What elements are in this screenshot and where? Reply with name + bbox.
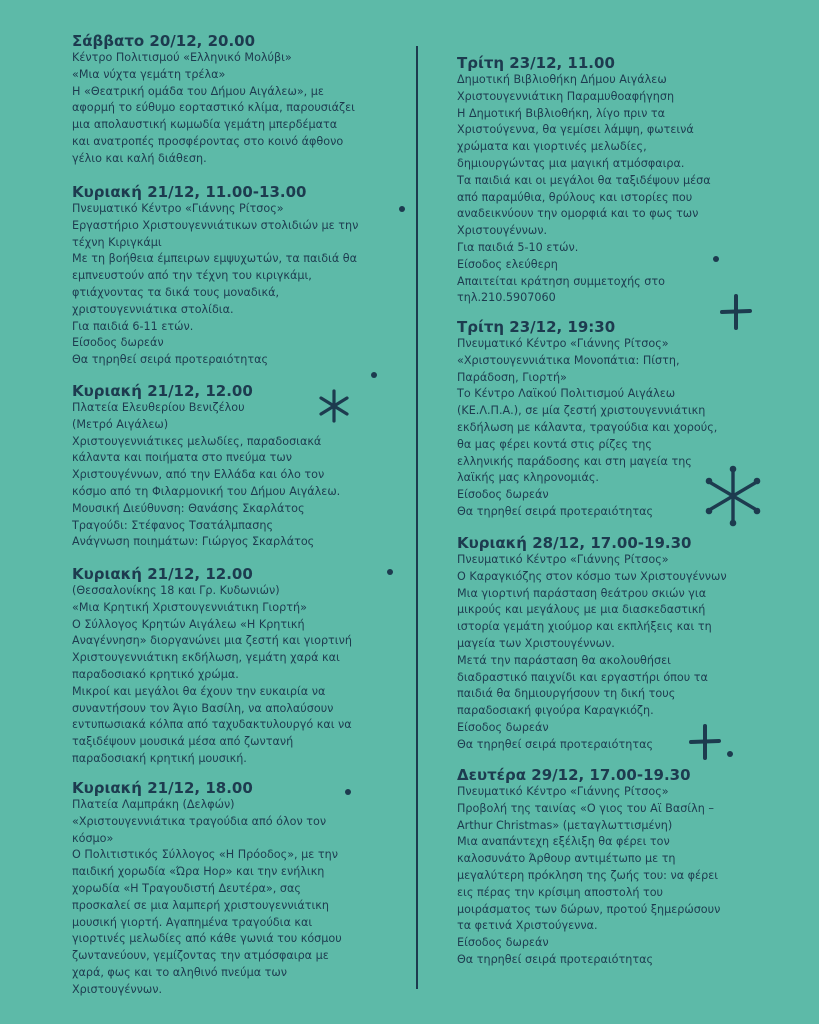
event-line: Arthur Christmas» (μεταγλωττισμένη) <box>457 818 673 832</box>
event-block <box>72 565 392 768</box>
event-line: χρώματα και γιορτινές μελωδίες, <box>457 140 647 154</box>
event-line: Χριστουγεννιάτικες μελωδίες, παραδοσιακά <box>72 434 322 448</box>
event-line: Ο Καραγκιόζης στον κόσμο των Χριστουγέννων <box>457 569 727 583</box>
event-line: Δημοτική Βιβλιοθήκη Δήμου Αιγάλεω <box>457 73 667 86</box>
event-line: «Χριστουγεννιάτικα τραγούδια από όλον τον <box>72 814 327 828</box>
event-line: συναντήσουν τον Άγιο Βασίλη, να απολαύσουν <box>72 701 334 715</box>
event-line: ταξιδέψουν μουσικά μέσα από ζωντανή <box>72 735 294 749</box>
event-line: Πνευματικό Κέντρο «Γιάννης Ρίτσος» <box>457 785 669 798</box>
event-line: εκδήλωση με κάλαντα, τραγούδια και χορούς, <box>457 420 718 434</box>
event-line: αναδεικνύουν την ομορφιά και το φως των <box>457 207 699 221</box>
event-line: Αναγέννηση» διοργανώνει μια ζεστή και γιορτινή <box>72 634 352 648</box>
event-line: Πνευματικό Κέντρο «Γιάννης Ρίτσος» <box>72 202 284 215</box>
event-line: Η «Θεατρική ομάδα του Δήμου Αιγάλεω», με <box>72 84 324 98</box>
event-line: «Μια Κρητική Χριστουγεννιάτικη Γιορτή» <box>72 600 307 614</box>
event-line: ζωντανεύουν, γεμίζοντας την ατμόσφαιρα με <box>72 949 329 963</box>
event-line: Μουσική Διεύθυνση: Θανάσης Σκαρλάτος <box>72 501 305 515</box>
event-line: εμπνευστούν από την τέχνη του κιριγκάμι, <box>72 269 312 283</box>
event-title: Τρίτη 23/12, 19:30 <box>457 318 616 336</box>
event-line: Για παιδιά 6-11 ετών. <box>72 319 194 333</box>
dot-decoration <box>727 751 733 757</box>
event-line: γέλιο και καλή διάθεση. <box>72 151 207 165</box>
event-line: παιδιά θα δημιουργήσουν τη δική τους <box>457 687 676 701</box>
event-line: λαϊκής μας κληρονομιάς. <box>457 471 599 485</box>
event-line: Τραγούδι: Στέφανος Τσατάλμπασης <box>72 518 274 532</box>
event-line: παραδοσιακή φιγούρα Καραγκιόζη. <box>457 704 654 718</box>
event-line: Θα τηρηθεί σειρά προτεραιότητας <box>457 952 654 966</box>
event-line: Τα παιδιά και οι μεγάλοι θα ταξιδέψουν μέσα <box>457 173 711 187</box>
dot-decoration <box>399 206 405 212</box>
event-line: τηλ.210.5907060 <box>457 291 556 305</box>
event-line: από παραμύθια, θρύλους και ιστορίες που <box>457 190 693 204</box>
event-block <box>72 779 392 999</box>
event-line: Κέντρο Πολιτισμού «Ελληνικό Μολύβι» <box>72 51 292 64</box>
event-line: καλοσυνάτο Άρθουρ αντιμέτωπο με τη <box>457 852 676 866</box>
event-line: Με τη βοήθεια έμπειρων εμψυχωτών, τα παιδιά θα <box>72 252 357 266</box>
event-line: (Θεσσαλονίκης 18 και Γρ. Κυδωνιών) <box>72 584 280 597</box>
event-line: Χριστούγεννα, θα γεμίσει λάμψη, φωτεινά <box>457 123 694 137</box>
event-line: μοιράσματος των δώρων, προτού ξημερώσουν <box>457 902 721 916</box>
event-line: αφορμή το εύθυμο εορταστικό κλίμα, παρουσιάζει <box>72 101 355 115</box>
event-line: Χριστουγέννων, από την Ελλάδα και όλο τον <box>72 468 325 482</box>
event-line: κάλαντα και ποιήματα στο πνεύμα των <box>72 451 292 465</box>
event-line: Χριστουγέννων. <box>72 982 163 996</box>
event-description <box>72 583 392 768</box>
event-title: Δευτέρα 29/12, 17.00-19.30 <box>457 766 691 784</box>
event-line: ιστορία γεμάτη χιούμορ και εκπλήξεις και τη <box>457 620 712 634</box>
event-line: Πνευματικό Κέντρο «Γιάννης Ρίτσος» <box>457 553 669 566</box>
dot-decoration <box>371 372 377 378</box>
event-line: εις πέρας την κρίσιμη αποστολή του <box>457 885 664 899</box>
event-line: Πλατεία Ελευθερίου Βενιζέλου <box>72 401 245 414</box>
event-line: Απαιτείται κράτηση συμμετοχής στο <box>457 274 665 288</box>
event-line: Ο Σύλλογος Κρητών Αιγάλεω «Η Κρητική <box>72 617 305 631</box>
event-line: Χριστουγεννιάτικη εκδήλωση, γεμάτη χαρά και <box>72 651 340 665</box>
event-block <box>72 183 392 369</box>
event-title: Σάββατο 20/12, 20.00 <box>72 32 256 50</box>
event-line: και ανατροπές προσφέροντας στο κοινό άφθονο <box>72 134 344 148</box>
event-line: παιδική χορωδία «Ώρα Ηορ» και την ενήλικη <box>72 865 325 879</box>
event-description <box>72 50 392 168</box>
event-line: Θα τηρηθεί σειρά προτεραιότητας <box>72 353 269 367</box>
event-title: Κυριακή 21/12, 12.00 <box>72 565 253 583</box>
event-line: Ανάγνωση ποιημάτων: Γιώργος Σκαρλάτος <box>72 535 315 549</box>
event-line: Θα τηρηθεί σειρά προτεραιότητας <box>457 737 654 751</box>
event-title: Κυριακή 28/12, 17.00-19.30 <box>457 534 692 552</box>
event-title: Κυριακή 21/12, 11.00-13.00 <box>72 183 307 201</box>
event-description <box>457 784 757 969</box>
event-line: «Χριστουγεννιάτικα Μονοπάτια: Πίστη, <box>457 353 680 367</box>
event-line: Χριστουγέννων. <box>457 224 548 238</box>
event-line: Είσοδος δωρεάν <box>457 488 549 502</box>
event-line: μεγαλύτερη πρόκληση της ζωής του: να φέρει <box>457 868 719 882</box>
event-line: Πλατεία Λαμπράκη (Δελφών) <box>72 798 235 811</box>
plus-icon <box>687 722 723 762</box>
event-line: κόσμο από τη Φιλαρμονική του Δήμου Αιγάλεω. <box>72 484 341 498</box>
event-line: Μικροί και μεγάλοι θα έχουν την ευκαιρία να <box>72 684 326 698</box>
event-line: μικρούς και μεγάλους με μια διασκεδαστική <box>457 603 706 617</box>
event-line: εντυπωσιακά κόλπα από ταχυδακτυλουργό και να <box>72 718 352 732</box>
event-line: Είσοδος δωρεάν <box>457 720 549 734</box>
event-line: Ο Πολιτιστικός Σύλλογος «Η Πρόοδος», με την <box>72 848 338 862</box>
event-block <box>72 32 392 168</box>
event-line: κόσμο» <box>72 831 114 845</box>
event-line: Προβολή της ταινίας «Ο γιος του Αϊ Βασίλη – <box>457 801 714 815</box>
dot-decoration <box>387 569 393 575</box>
plus-icon <box>718 292 754 332</box>
event-line: Μια γιορτινή παράσταση θεάτρου σκιών για <box>457 586 707 600</box>
event-line: Πνευματικό Κέντρο «Γιάννης Ρίτσος» <box>457 337 669 350</box>
event-title: Κυριακή 21/12, 18.00 <box>72 779 253 797</box>
event-line: (Μετρό Αιγάλεω) <box>72 417 169 431</box>
dot-decoration <box>713 256 719 262</box>
event-line: Το Κέντρο Λαϊκού Πολιτισμού Αιγάλεω <box>457 387 676 401</box>
event-line: Είσοδος δωρεάν <box>457 936 549 950</box>
event-line: χορωδία «Η Τραγουδιστή Δευτέρα», σας <box>72 881 301 895</box>
event-line: τέχνη Κιριγκάμι <box>72 235 162 249</box>
event-block <box>457 534 757 754</box>
event-line: θα μας φέρει κοντά στις ρίζες της <box>457 437 652 451</box>
event-description <box>457 72 757 307</box>
event-line: Μια αναπάντεχη εξέλιξη θα φέρει τον <box>457 835 670 849</box>
event-line: Εργαστήριο Χριστουγεννιάτικων στολιδιών με την <box>72 218 359 232</box>
event-title: Κυριακή 21/12, 12.00 <box>72 382 253 400</box>
event-line: (ΚΕ.Λ.Π.Α.), σε μία ζεστή χριστουγεννιάτικη <box>457 404 706 418</box>
event-line: παραδοσιακή κρητική μουσική. <box>72 751 247 765</box>
event-line: μια απολαυστική κωμωδία γεμάτη μπερδέματα <box>72 118 338 132</box>
event-line: μαγεία των Χριστουγέννων. <box>457 636 615 650</box>
event-line: τα φετινά Χριστούγεννα. <box>457 919 598 933</box>
dot-decoration <box>345 789 351 795</box>
event-line: παραδοσιακό κρητικό χρώμα. <box>72 667 239 681</box>
event-line: Είσοδος δωρεάν <box>72 336 164 350</box>
event-line: «Μια νύχτα γεμάτη τρέλα» <box>72 67 226 81</box>
event-line: Χριστουγεννιάτικη Παραμυθοαφήγηση <box>457 89 675 103</box>
event-line: Η Δημοτική Βιβλιοθήκη, λίγο πριν τα <box>457 106 665 120</box>
event-line: μουσική γιορτή. Αγαπημένα τραγούδια και <box>72 915 313 929</box>
event-line: διαδραστικό παιχνίδι και εργαστήρι όπου τα <box>457 670 708 684</box>
event-line: Θα τηρηθεί σειρά προτεραιότητας <box>457 504 654 518</box>
event-line: φτιάχνοντας τα δικά τους μοναδικά, <box>72 285 280 299</box>
asterisk-star-icon <box>316 388 352 424</box>
event-line: προσκαλεί σε μια λαμπερή χριστουγεννιάτικη <box>72 898 329 912</box>
event-line: ελληνικής παράδοσης και στη μαγεία της <box>457 454 692 468</box>
snowflake-star-icon <box>704 465 762 527</box>
event-line: δημιουργώντας μια μαγική ατμόσφαιρα. <box>457 156 685 170</box>
event-description <box>72 201 392 369</box>
event-line: Για παιδιά 5-10 ετών. <box>457 240 579 254</box>
event-description <box>72 797 392 999</box>
event-line: γιορτινές μελωδίες από κάθε γωνιά του κόσμου <box>72 932 342 946</box>
event-title: Τρίτη 23/12, 11.00 <box>457 54 615 72</box>
event-line: Παράδοση, Γιορτή» <box>457 370 567 384</box>
event-line: Είσοδος ελεύθερη <box>457 257 558 271</box>
column-divider <box>416 46 418 989</box>
event-block <box>457 54 757 307</box>
event-line: Μετά την παράσταση θα ακολουθήσει <box>457 653 671 667</box>
event-block <box>457 766 757 969</box>
event-line: χαρά, φως και το αληθινό πνεύμα των <box>72 965 288 979</box>
event-line: χριστουγεννιάτικα στολίδια. <box>72 302 234 316</box>
